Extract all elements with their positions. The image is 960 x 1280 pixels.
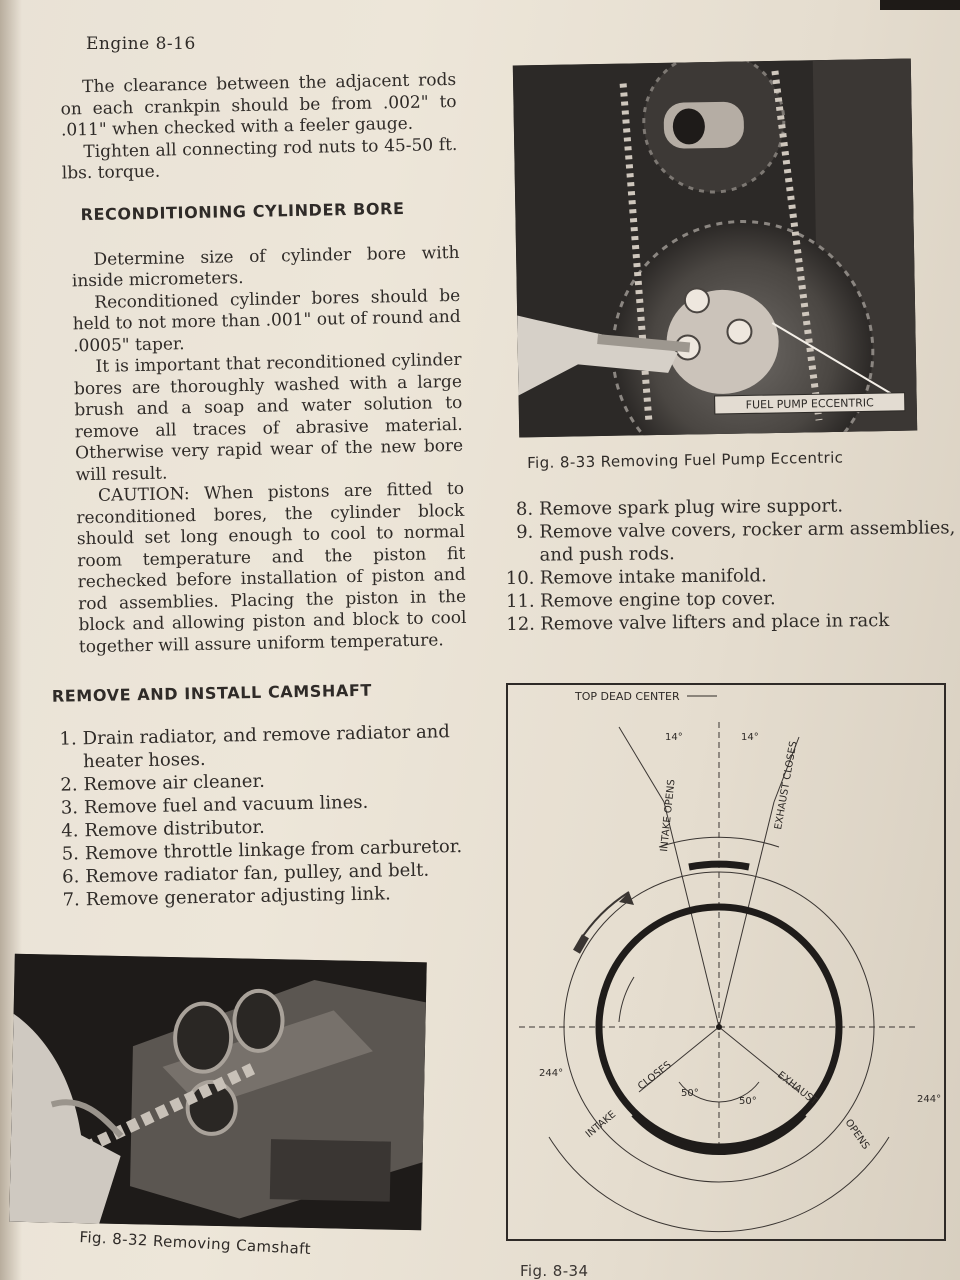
page-header: Engine 8-16 bbox=[86, 34, 196, 54]
step-item: 9. Remove valve covers, rocker arm assemblies, and push rods. bbox=[516, 517, 956, 566]
angle-50-right-label: 50° bbox=[739, 1096, 757, 1107]
reconditioning-paragraph-2: Reconditioned cylinder bores should be held to not more than .001" out of round and .0005" taper. bbox=[72, 285, 461, 356]
angle-50-left-label: 50° bbox=[681, 1088, 699, 1099]
step-item: 11. Remove engine top cover. bbox=[505, 588, 776, 612]
opens-label: OPENS bbox=[842, 1117, 872, 1152]
intro-paragraph-1: The clearance between the adjacent rods on each crankpin should be from .002" to .011" when checked with a feeler gauge. bbox=[60, 69, 457, 141]
camshaft-steps-right bbox=[505, 493, 956, 636]
timing-chain-image bbox=[513, 59, 917, 438]
intro-paragraph-2: Tighten all connecting rod nuts to 45-50 ft. lbs. torque. bbox=[61, 134, 458, 184]
step-item: 2. Remove air cleaner. bbox=[60, 770, 266, 796]
valve-timing-svg bbox=[505, 682, 947, 1242]
intake-opens-label: INTAKE OPENS bbox=[659, 778, 678, 853]
angle-14-right-label: 14° bbox=[741, 732, 759, 743]
fig-8-32-caption: Fig. 8-32 Removing Camshaft bbox=[79, 1228, 312, 1259]
overlap-arc bbox=[689, 864, 749, 867]
exhaust-closes-label: EXHAUST CLOSES bbox=[773, 740, 800, 831]
reconditioning-paragraph-1: Determine size of cylinder bore with inside micrometers. bbox=[71, 242, 460, 292]
step-item: 7. Remove generator adjusting link. bbox=[62, 883, 391, 911]
step-item: 8. Remove spark plug wire support. bbox=[515, 495, 844, 520]
diagram-border bbox=[507, 684, 945, 1240]
step-item: 6. Remove radiator fan, pulley, and belt. bbox=[61, 859, 430, 888]
camshaft-removal-image bbox=[9, 954, 427, 1231]
camshaft-steps-left bbox=[48, 720, 471, 912]
step-item: 10. Remove intake manifold. bbox=[505, 565, 767, 589]
angle-244-right-label: 244° bbox=[917, 1094, 942, 1105]
reconditioning-paragraph-3: It is important that reconditioned cylinder bores are thoroughly washed with a large brush and a soap and water solution to remove all traces of abrasive material. Otherwise very rapid wear of the new bore will result. bbox=[73, 349, 464, 485]
fig-8-34-caption-fragment: Fig. 8-34 bbox=[520, 1262, 589, 1280]
reconditioning-body bbox=[71, 242, 467, 658]
angle-244-left-label: 244° bbox=[539, 1068, 564, 1079]
caution-paragraph: CAUTION: When pistons are fitted to reconditioned bores, the cylinder block should set long enough to cool to normal room temperature and the piston fit rechecked before installation of piston and rod assemblies. Placing the piston in the block and allowing piston and block to cool together will assure uniform temperature. bbox=[76, 478, 467, 657]
fig-8-33-photo bbox=[513, 59, 917, 438]
intake-label: INTAKE bbox=[583, 1109, 619, 1141]
crank-center-point bbox=[716, 1024, 722, 1030]
step-item: 5. Remove throttle linkage from carburetor. bbox=[61, 835, 463, 865]
step-item: 4. Remove distributor. bbox=[61, 816, 265, 842]
fuel-pump-eccentric-label: FUEL PUMP ECCENTRIC bbox=[745, 396, 874, 412]
exhaust-label: EXHAUST bbox=[775, 1069, 820, 1108]
left-column bbox=[36, 70, 472, 912]
fig-8-32-photo bbox=[9, 954, 427, 1231]
right-column bbox=[505, 493, 956, 636]
step-item: 3. Remove fuel and vacuum lines. bbox=[60, 791, 369, 819]
section-title-reconditioning: RECONDITIONING CYLINDER BORE bbox=[80, 198, 405, 224]
top-dead-center-label: TOP DEAD CENTER bbox=[575, 690, 680, 703]
page-edge bbox=[880, 0, 960, 10]
step-item: 1. Drain radiator, and remove radiator and heater hoses. bbox=[59, 721, 451, 773]
section-title-camshaft: REMOVE AND INSTALL CAMSHAFT bbox=[51, 680, 373, 706]
step-item: 12. Remove valve lifters and place in rack bbox=[506, 609, 890, 635]
fig-8-33-caption: Fig. 8-33 Removing Fuel Pump Eccentric bbox=[527, 448, 844, 472]
angle-14-left-label: 14° bbox=[665, 732, 683, 743]
closes-label: CLOSES bbox=[636, 1059, 674, 1093]
valve-timing-diagram bbox=[505, 682, 947, 1242]
